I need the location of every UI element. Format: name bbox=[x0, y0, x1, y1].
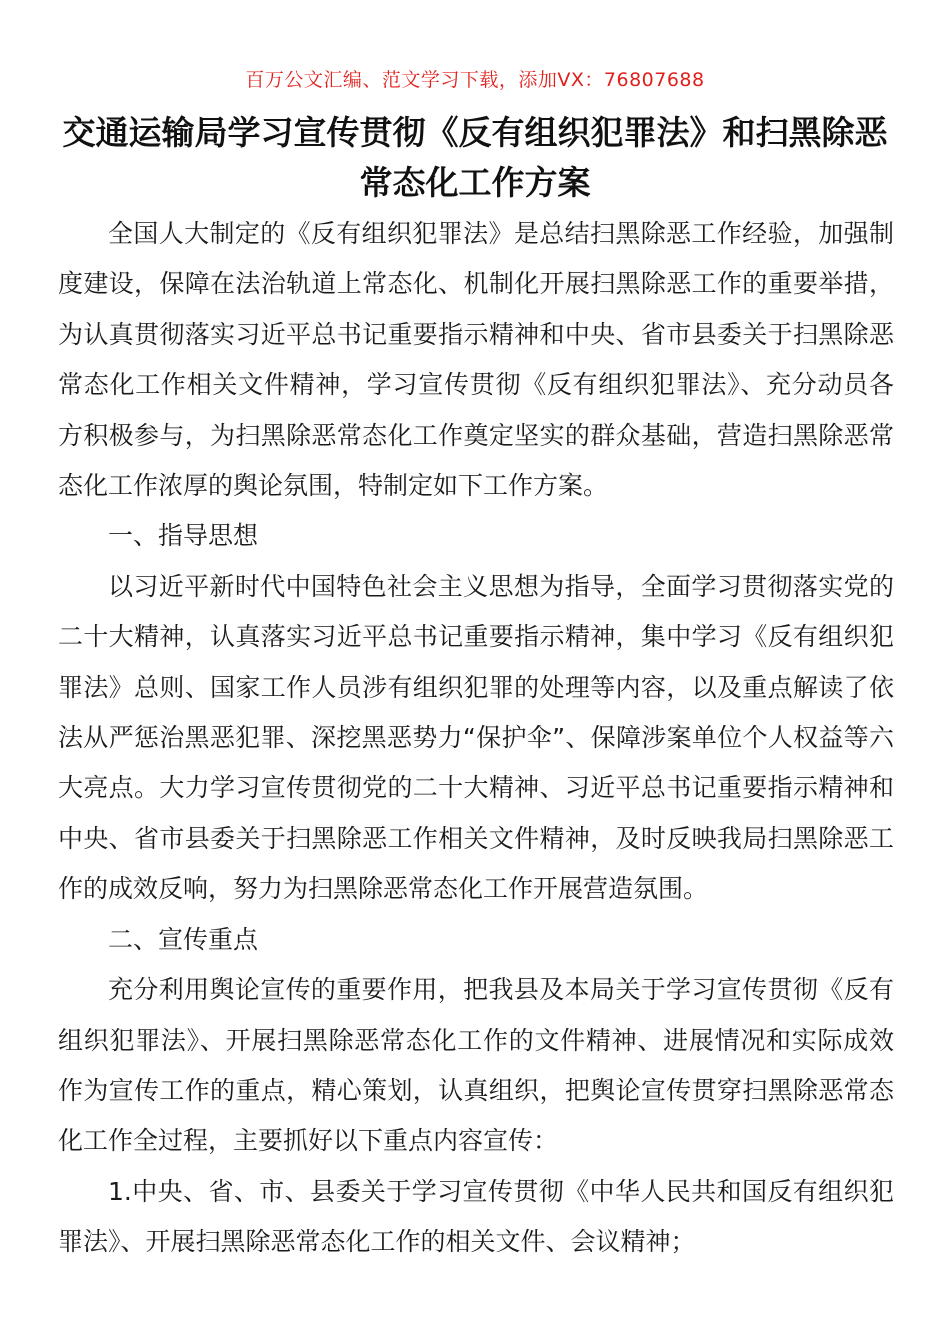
focus-paragraph: 充分利用舆论宣传的重要作用，把我县及本局关于学习宣传贯彻《反有组织犯罪法》、开展扫黑除恶常态化工作的文件精神、进展情况和实际成效作为宣传工作的重点，精心策划，认真组织，把舆论宣传贯穿扫黑除恶常态化工作全过程，主要抓好以下重点内容宣传： bbox=[58, 975, 894, 1156]
list-item-1: 1.中央、省、市、县委关于学习宣传贯彻《中华人民共和国反有组织犯罪法》、开展扫黑除恶常态化工作的相关文件、会议精神； bbox=[58, 1176, 894, 1257]
section-heading-focus: 二、宣传重点 bbox=[108, 924, 259, 954]
document-body bbox=[58, 209, 894, 1268]
intro-paragraph: 全国人大制定的《反有组织犯罪法》是总结扫黑除恶工作经验，加强制度建设，保障在法治轨道上常态化、机制化开展扫黑除恶工作的重要举措，为认真贯彻落实习近平总书记重要指示精神和中央、省市县委关于扫黑除恶常态化工作相关文件精神，学习宣传贯彻《反有组织犯罪法》、充分动员各方积极参与，为扫黑除恶常态化工作奠定坚实的群众基础，营造扫黑除恶常态化工作浓厚的舆论氛围，特制定如下工作方案。 bbox=[58, 219, 894, 501]
watermark-text: 百万公文汇编、范文学习下载，添加VX：76807688 bbox=[245, 69, 705, 91]
section-heading-guiding: 一、指导思想 bbox=[108, 521, 259, 551]
guiding-paragraph: 以习近平新时代中国特色社会主义思想为指导，全面学习贯彻落实党的二十大精神，认真落实习近平总书记重要指示精神，集中学习《反有组织犯罪法》总则、国家工作人员涉有组织犯罪的处理等内容，以及重点解读了依法从严惩治黑恶犯罪、深挖黑恶势力“保护伞”、保障涉案单位个人权益等六大亮点。大力学习宣传贯彻党的二十大精神、习近平总书记重要指示精神和中央、省市县委关于扫黑除恶工作相关文件精神，及时反映我局扫黑除恶工作的成效反响，努力为扫黑除恶常态化工作开展营造氛围。 bbox=[58, 571, 894, 904]
document-title: 交通运输局学习宣传贯彻《反有组织犯罪法》和扫黑除恶常态化工作方案 bbox=[62, 113, 888, 202]
